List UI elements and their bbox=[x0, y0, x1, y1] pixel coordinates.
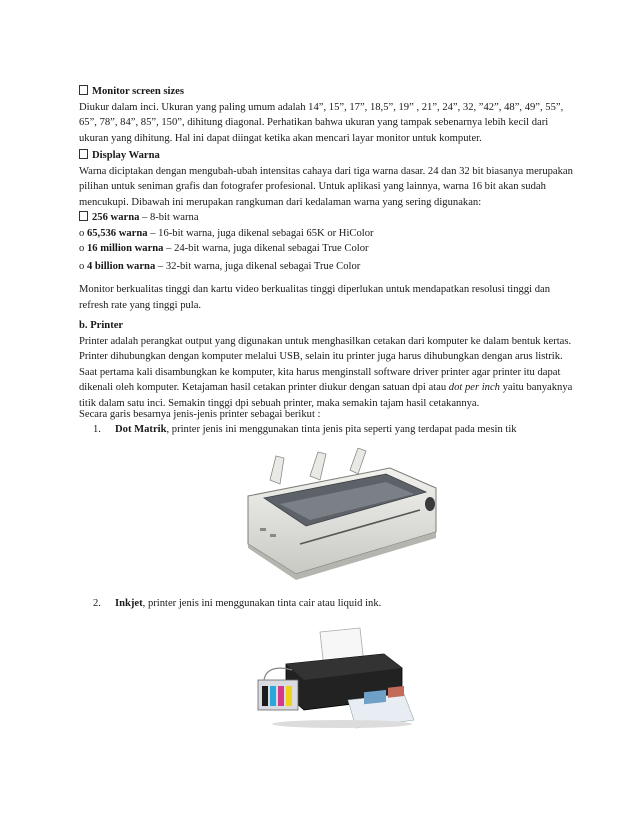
monitor-note: Monitor berkualitas tinggi dan kartu video berkualitas tinggi diperlukan untuk mendapatkan resolusi tinggi dan refresh rate yang tinggi pula. bbox=[79, 284, 551, 311]
printer-heading: b. Printer bbox=[79, 320, 124, 331]
bullet-box-icon bbox=[79, 149, 88, 159]
inkjet-printer-image bbox=[252, 624, 417, 732]
color-item: 256 warna – 8-bit warna bbox=[79, 210, 579, 226]
bullet-box-icon bbox=[79, 211, 88, 221]
printer-types-intro: Secara garis besarnya jenis-jenis printer sebagai berikut : bbox=[79, 409, 321, 420]
list-item-dot-matrik: 1. Dot Matrik, printer jenis ini menggunakan tinta jenis pita seperti yang terdapat pada mesin tik bbox=[93, 424, 517, 435]
monitor-sizes-heading: Monitor screen sizes bbox=[79, 84, 579, 100]
printer-body: Printer adalah perangkat output yang digunakan untuk menghasilkan cetakan dari komputer ke dalam bentuk kertas. Printer dihubungkan dengan komputer melalui USB, selain itu printer juga harus dihubungkan dengan arus listrik. Saat pertama kali disambungkan ke komputer, kita harus menginstall software driver printer agar printer itu dapat dikenali oleh komputer. Ketajaman hasil cetakan printer diukur dengan satuan dpi atau dot per inch yaitu banyaknya titik dalam satu inci. Semakin tinggi dpi sebuah printer, maka semakin tajam hasil cetakannya. bbox=[79, 335, 573, 409]
section-monitor-sizes bbox=[79, 84, 579, 146]
color-item: o 16 million warna – 24-bit warna, juga dikenal sebagai True Color bbox=[79, 243, 369, 254]
list-item-inkjet: 2. Inkjet, printer jenis ini menggunakan tinta cair atau liquid ink. bbox=[93, 598, 382, 609]
display-warna-heading: Display Warna bbox=[79, 148, 579, 164]
dot-matrix-printer-image bbox=[240, 448, 440, 580]
monitor-sizes-body: Diukur dalam inci. Ukuran yang paling umum adalah 14”, 15”, 17”, 18,5”, 19” , 21”, 24”, 32, ”42”, 48”, 49”, 55”, 65”, 78”, 84”, 85”, 150”, dihitung diagonal. Perhatikan bahwa ukuran yang tampak sebenarnya lebih kecil dari ukuran yang dihitung. Hal ini dapat diingat ketika akan mencari layar monitor untuk komputer. bbox=[79, 101, 564, 144]
color-item: o 65,536 warna – 16-bit warna, juga dikenal sebagai 65K or HiColor bbox=[79, 228, 374, 239]
bullet-box-icon bbox=[79, 85, 88, 95]
color-item: o 4 billion warna – 32-bit warna, juga dikenal sebagai True Color bbox=[79, 261, 361, 272]
section-display-warna bbox=[79, 148, 579, 210]
display-warna-body: Warna diciptakan dengan mengubah-ubah intensitas cahaya dari tiga warna dasar. 24 dan 32 bit biasanya merupakan pilihan untuk seniman grafis dan fotografer profesional. Untuk aplikasi yang lainnya, warna 16 bit akan sudah mencukupi. Dibawah ini merupakan rangkuman dari kedalaman warna yang sering digunakan: bbox=[79, 165, 573, 208]
section-printer bbox=[79, 318, 579, 411]
